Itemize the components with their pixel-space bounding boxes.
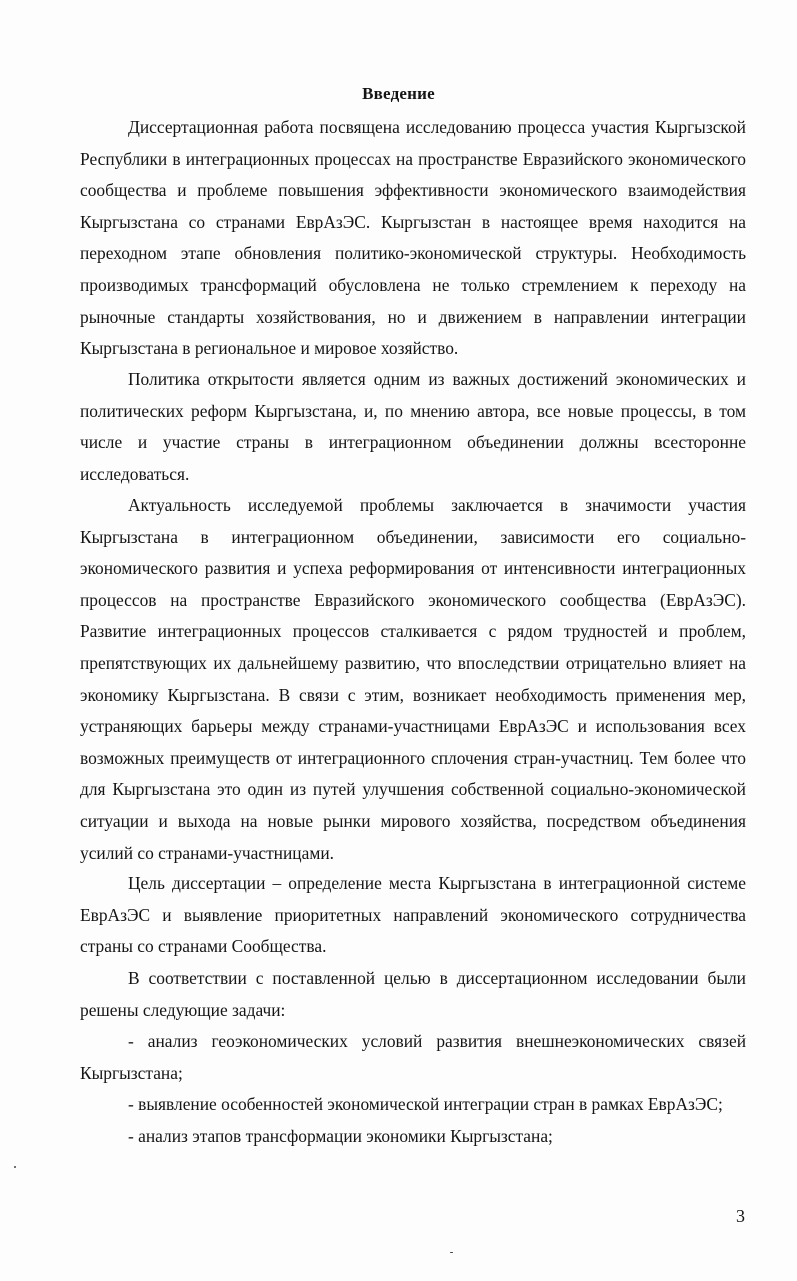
task-list-item: - выявление особенностей экономической интеграции стран в рамках ЕврАзЭС; bbox=[128, 1094, 723, 1114]
paragraph-openness-policy: Политика открытости является одним из важных достижений экономических и политических реформ Кыргызстана, и, по мнению автора, все новые процессы, в том числе и участие страны в интеграционном объединении должны всесторонне исследоваться. bbox=[80, 369, 746, 484]
scan-speck bbox=[450, 1252, 453, 1253]
paragraph-goal: Цель диссертации – определение места Кыргызстана в интеграционной системе ЕврАзЭС и выявление приоритетных направлений экономического сотрудничества страны со странами Сообщества. bbox=[80, 873, 746, 957]
section-heading: Введение bbox=[362, 84, 435, 103]
task-list-item: - анализ геоэкономических условий развития внешнеэкономических связей Кыргызстана; bbox=[80, 1031, 746, 1083]
paragraph-intro: Диссертационная работа посвящена исследованию процесса участия Кыргызской Республики в интеграционных процессах на пространстве Евразийского экономического сообщества и проблеме повышения эффективности экономического взаимодействия Кыргызстана со странами ЕврАзЭС. Кыргызстан в настоящее время находится на переходном этапе обновления политико-экономической структуры. Необходимость производимых трансформаций обусловлена не только стремлением к переходу на рыночные стандарты хозяйствования, но и движением в направлении интеграции Кыргызстана в региональное и мировое хозяйство. bbox=[80, 117, 746, 359]
scan-speck bbox=[14, 1166, 16, 1168]
page-number: 3 bbox=[736, 1206, 745, 1226]
paragraph-relevance: Актуальность исследуемой проблемы заключается в значимости участия Кыргызстана в интеграционном объединении, зависимости его социально-экономического развития и успеха реформирования от интенсивности интеграционных процессов на пространстве Евразийского экономического сообщества (ЕврАзЭС). Развитие интеграционных процессов сталкивается с рядом трудностей и проблем, препятствующих их дальнейшему развитию, что впоследствии отрицательно влияет на экономику Кыргызстана. В связи с этим, возникает необходимость применения мер, устраняющих барьеры между странами-участницами ЕврАзЭС и использования всех возможных преимуществ от интеграционного сплочения стран-участниц. Тем более что для Кыргызстана это один из путей улучшения собственной социально-экономической ситуации и выхода на новые рынки мирового хозяйства, посредством объединения усилий со странами-участницами. bbox=[80, 495, 746, 863]
paragraph-tasks-intro: В соответствии с поставленной целью в диссертационном исследовании были решены следующие задачи: bbox=[80, 968, 746, 1020]
task-list-item: - анализ этапов трансформации экономики Кыргызстана; bbox=[128, 1126, 553, 1146]
